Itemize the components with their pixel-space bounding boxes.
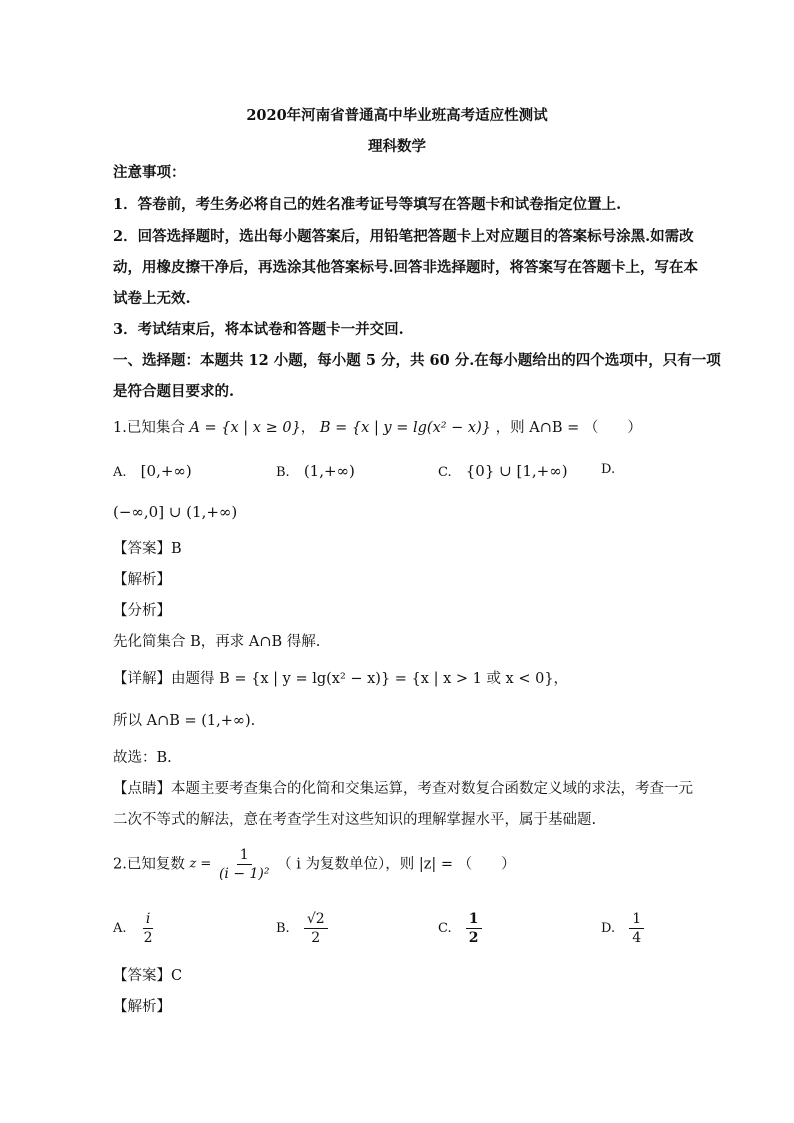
q1-answer: 【答案】B bbox=[113, 541, 182, 557]
q2-note: （ i 为复数单位），则 |z| = （ ） bbox=[277, 856, 516, 873]
section-heading-line-1: 一、选择题：本题共 12 小题，每小题 5 分，共 60 分.在每小题给出的四个选项中，只有一项 bbox=[113, 352, 721, 369]
q1-prefix: 1.已知集合 bbox=[113, 420, 185, 436]
q2-option-c bbox=[438, 910, 482, 947]
q2-option-b-numerator: √2 bbox=[304, 910, 328, 929]
q1-option-a-label: A. bbox=[113, 465, 127, 480]
q1-comment-line-1: 【点睛】本题主要考查集合的化简和交集运算，考查对数复合函数定义域的求法，考查一元 bbox=[113, 781, 693, 797]
q1-detail-text: 由题得 B = {x | y = lg(x² − x)} = {x | x > 1 或 x < 0}， bbox=[171, 671, 569, 687]
q2-option-a-label: A. bbox=[113, 921, 127, 936]
q2-option-d bbox=[601, 910, 644, 947]
q1-fenxi: 【分析】 bbox=[113, 603, 171, 619]
page-title: 2020年河南省普通高中毕业班高考适应性测试 bbox=[246, 107, 548, 124]
q2-prefix: 2.已知复数 bbox=[113, 856, 185, 873]
q2-option-c-denominator: 2 bbox=[468, 930, 479, 946]
q2-option-c-fraction bbox=[466, 910, 482, 947]
notice-item-2-line-3: 试卷上无效. bbox=[113, 290, 191, 307]
q2-z-eq: z = bbox=[189, 856, 212, 872]
q1-detail-label: 【详解】 bbox=[113, 671, 171, 687]
notice-item-3: 3．考试结束后，将本试卷和答题卡一并交回. bbox=[113, 321, 404, 338]
q2-option-d-label: D. bbox=[601, 921, 616, 936]
notice-heading: 注意事项： bbox=[113, 164, 186, 181]
q2-option-c-label: C. bbox=[438, 921, 452, 936]
q2-option-c-numerator: 1 bbox=[466, 910, 482, 929]
q2-option-a-denominator: 2 bbox=[143, 930, 153, 946]
q2-option-a-fraction bbox=[141, 910, 156, 947]
q1-set-a: A = {x | x ≥ 0} bbox=[189, 420, 301, 436]
q1-option-a-text: [0,+∞) bbox=[140, 462, 192, 480]
q2-option-b-label: B. bbox=[276, 921, 290, 936]
q1-choose: 故选：B. bbox=[113, 750, 172, 766]
q2-option-d-fraction bbox=[629, 910, 644, 947]
q1-option-c-text: {0} ∪ [1,+∞) bbox=[465, 462, 568, 480]
q1-analysis: 【解析】 bbox=[113, 572, 171, 588]
q2-answer: 【答案】C bbox=[113, 968, 183, 984]
section-heading-line-2: 是符合题目要求的. bbox=[113, 383, 235, 400]
q2-option-d-denominator: 4 bbox=[632, 930, 642, 946]
q1-set-b: B = {x | y = lg(x² − x)} bbox=[319, 420, 491, 436]
q2-z-denominator: (i − 1)² bbox=[218, 866, 270, 882]
q1-comment-line-2: 二次不等式的解法，意在考查学生对这些知识的理解掌握水平，属于基础题. bbox=[113, 812, 597, 828]
q2-z-fraction bbox=[216, 846, 273, 883]
q1-so: 所以 A∩B = (1,+∞). bbox=[113, 713, 256, 729]
q1-detail bbox=[113, 669, 568, 689]
q1-fenxi-text: 先化简集合 B，再求 A∩B 得解. bbox=[113, 634, 321, 650]
q1-option-d bbox=[601, 462, 615, 477]
q1-ask: ，则 A∩B = （ ） bbox=[495, 420, 642, 436]
q1-stem: 1.已知集合 A = {x | x ≥ 0}， B = {x | y = lg(x² − x)} ，则 A∩B = （ ） bbox=[113, 420, 642, 436]
q1-option-d-label: D. bbox=[601, 462, 616, 477]
q1-option-b bbox=[276, 462, 355, 480]
q2-option-b-denominator: 2 bbox=[311, 930, 321, 946]
q2-option-a-numerator: i bbox=[143, 910, 153, 929]
q1-option-b-label: B. bbox=[276, 465, 290, 480]
notice-item-2-line-2: 动，用橡皮擦干净后，再选涂其他答案标号.回答非选择题时，将答案写在答题卡上，写在本 bbox=[113, 259, 699, 276]
q1-option-c-label: C. bbox=[438, 465, 452, 480]
page-subtitle: 理科数学 bbox=[368, 138, 426, 155]
notice-item-2-line-1: 2．回答选择题时，选出每小题答案后，用铅笔把答题卡上对应题目的答案标号涂黑.如需改 bbox=[113, 228, 694, 245]
q1-option-a bbox=[113, 462, 192, 480]
q2-z-numerator: 1 bbox=[237, 846, 252, 865]
q2-stem bbox=[113, 846, 516, 883]
q2-option-b bbox=[276, 910, 328, 947]
q2-option-a bbox=[113, 910, 156, 947]
q1-option-c bbox=[438, 462, 568, 480]
q2-option-d-numerator: 1 bbox=[629, 910, 644, 929]
q1-option-d-text: (−∞,0] ∪ (1,+∞) bbox=[113, 503, 238, 521]
notice-item-1: 1．答卷前，考生务必将自己的姓名准考证号等填写在答题卡和试卷指定位置上. bbox=[113, 196, 622, 213]
q2-option-b-fraction bbox=[304, 910, 328, 947]
q1-option-b-text: (1,+∞) bbox=[303, 462, 355, 480]
q2-analysis: 【解析】 bbox=[113, 999, 171, 1015]
